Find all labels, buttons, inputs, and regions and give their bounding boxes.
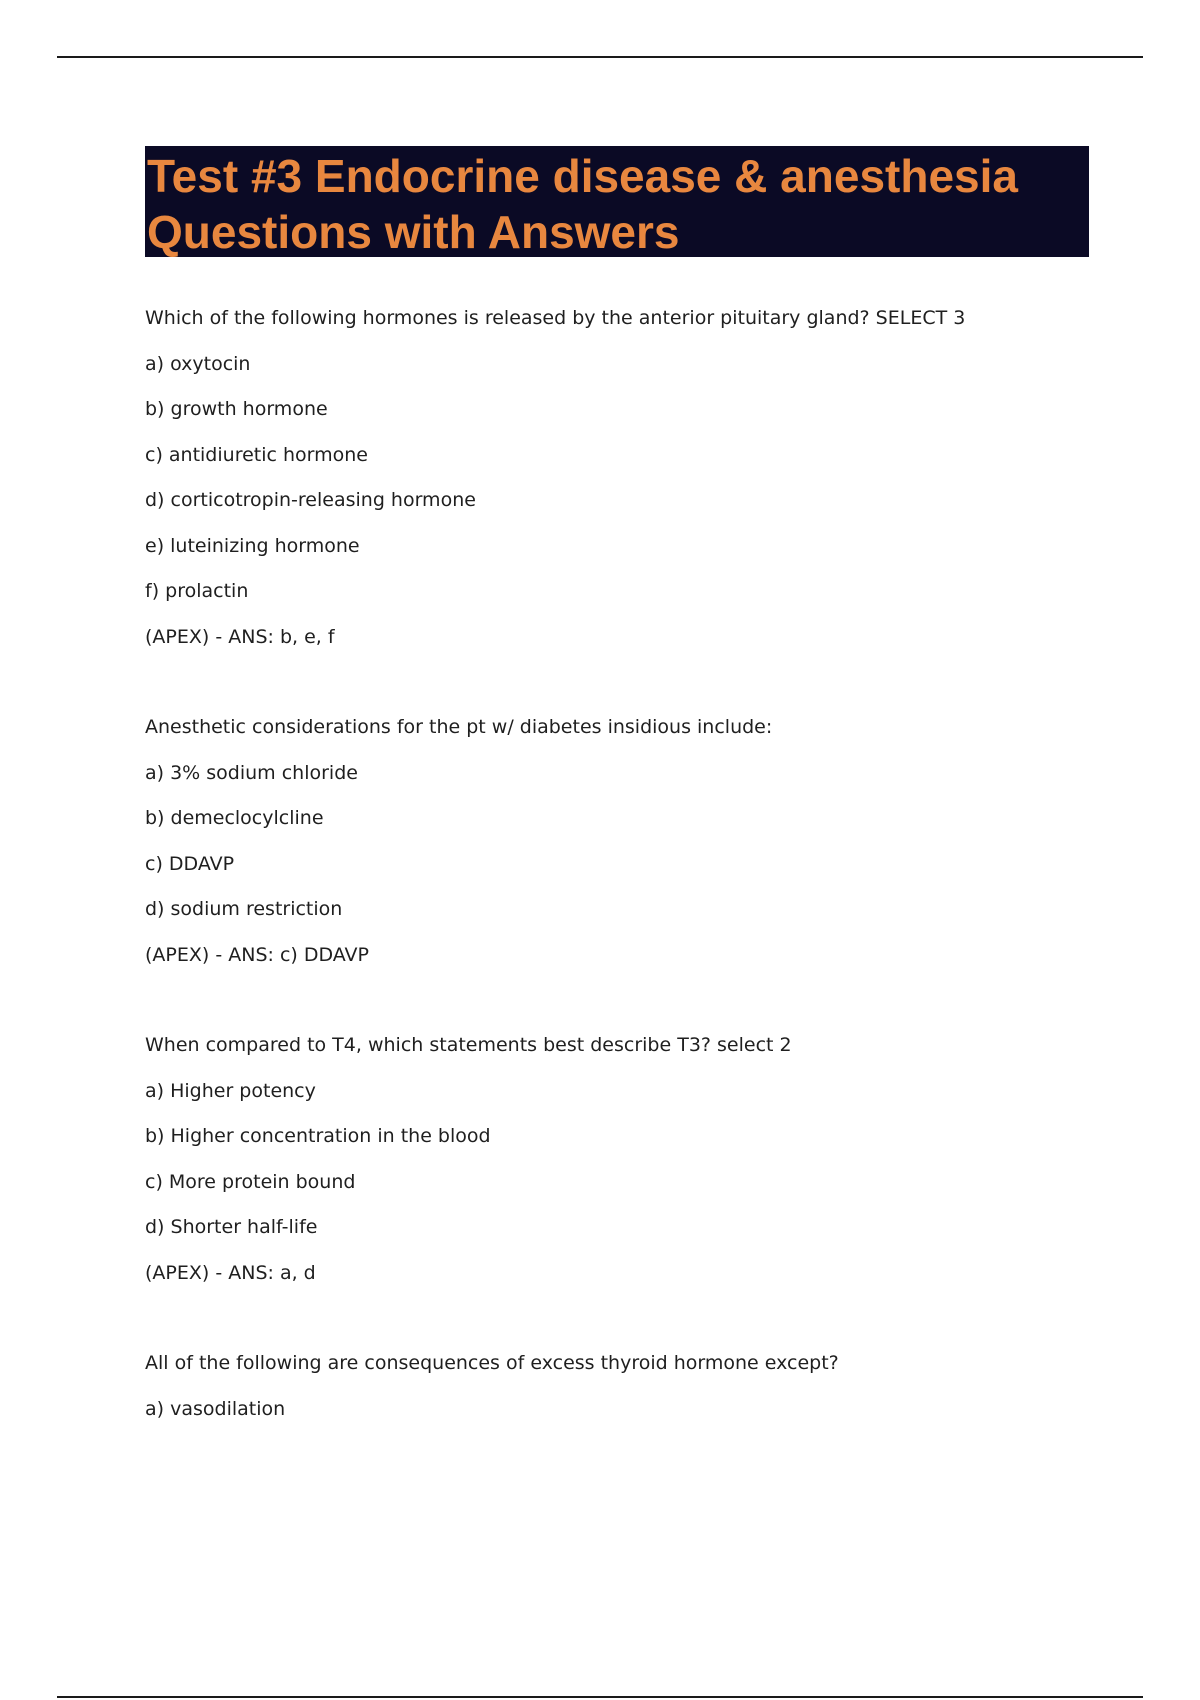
bottom-rule <box>57 1696 1143 1698</box>
answer-option: f) prolactin <box>145 580 249 602</box>
document-title <box>145 146 1089 257</box>
answer-option: d) corticotropin-releasing hormone <box>145 489 476 511</box>
answer-option: a) vasodilation <box>145 1397 286 1420</box>
question-spacer <box>145 660 1105 705</box>
question-2 <box>145 705 1105 978</box>
answer-option: b) growth hormone <box>145 398 328 420</box>
question-1 <box>145 296 1105 660</box>
answer-option: c) antidiuretic hormone <box>145 443 368 466</box>
question-spacer <box>145 978 1105 1023</box>
answer-option: d) sodium restriction <box>145 898 343 920</box>
answer-option: c) More protein bound <box>145 1170 356 1193</box>
answer-option: a) Higher potency <box>145 1079 316 1102</box>
answer-option: e) luteinizing hormone <box>145 534 360 557</box>
question-prompt: Anesthetic considerations for the pt w/ diabetes insidious include: <box>145 716 773 738</box>
question-prompt: Which of the following hormones is released by the anterior pituitary gland? SELECT 3 <box>145 307 966 329</box>
question-prompt: All of the following are consequences of excess thyroid hormone except? <box>145 1352 839 1374</box>
question-prompt: When compared to T4, which statements best describe T3? select 2 <box>145 1034 792 1056</box>
question-4 <box>145 1341 1105 1432</box>
answer-option: a) oxytocin <box>145 352 251 375</box>
document-body <box>145 296 1105 1432</box>
answer-option: b) demeclocylcline <box>145 807 324 829</box>
question-3 <box>145 1023 1105 1296</box>
question-spacer <box>145 1296 1105 1341</box>
top-rule <box>57 56 1143 58</box>
title-line-2: Questions with Answers <box>147 206 680 258</box>
answer-option: a) 3% sodium chloride <box>145 761 358 784</box>
answer-option: b) Higher concentration in the blood <box>145 1125 491 1147</box>
answer-option: c) DDAVP <box>145 852 235 875</box>
answer-key: (APEX) - ANS: b, e, f <box>145 625 335 648</box>
answer-option: d) Shorter half-life <box>145 1216 318 1238</box>
answer-key: (APEX) - ANS: c) DDAVP <box>145 943 370 966</box>
title-line-1: Test #3 Endocrine disease & anesthesia <box>147 150 1018 202</box>
answer-key: (APEX) - ANS: a, d <box>145 1261 316 1284</box>
